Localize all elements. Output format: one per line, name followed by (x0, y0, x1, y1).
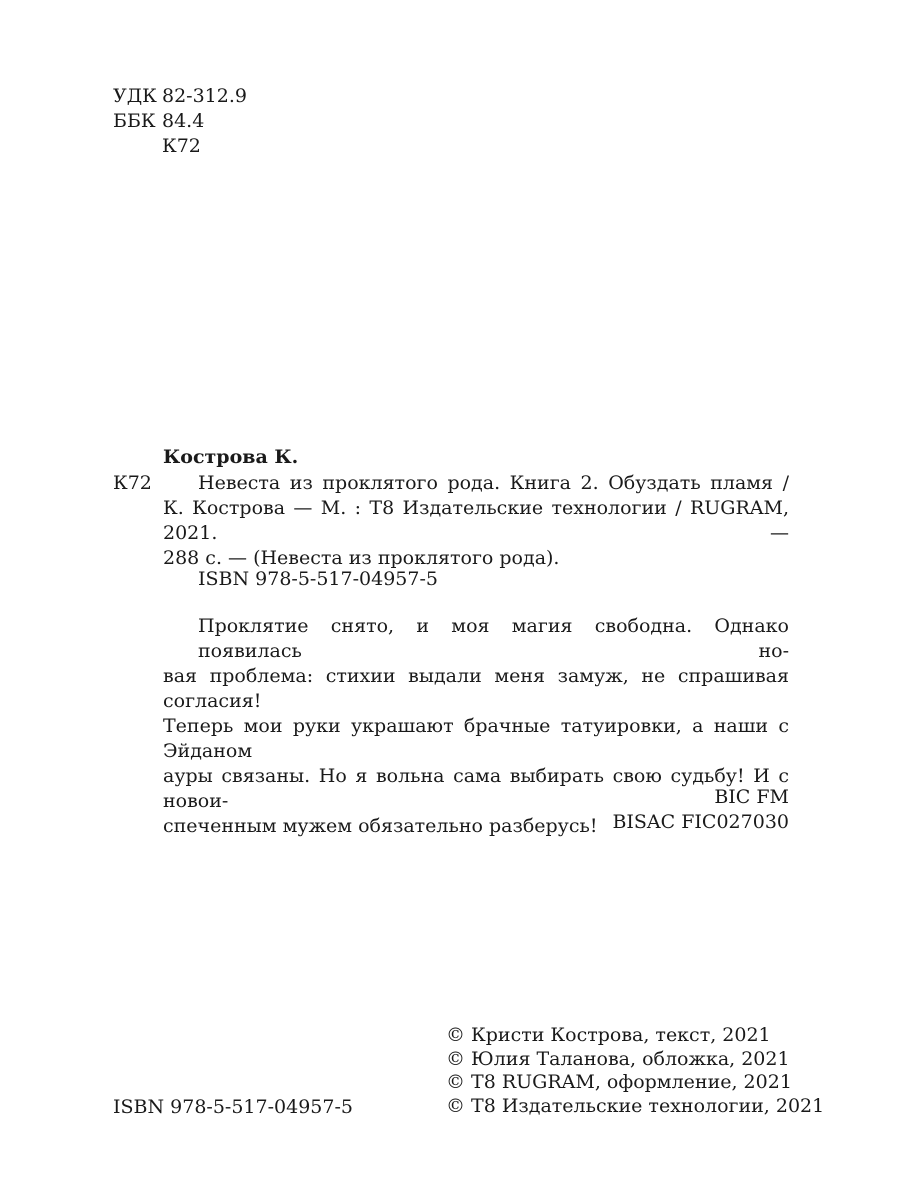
classification-codes (113, 84, 247, 159)
bbk-row (113, 109, 247, 134)
bic-code: BIC FM (714, 786, 789, 808)
biblio-line-1: Невеста из проклятого рода. Книга 2. Обуздать пламя / (198, 472, 789, 494)
udk-label: УДК (113, 85, 157, 107)
udk-row (113, 84, 247, 109)
bisac-code: BISAC FIC027030 (612, 811, 789, 833)
copyright-block (446, 1024, 824, 1118)
author-mark-label (113, 134, 162, 159)
bbk-value: 84.4 (162, 110, 205, 132)
copyright-design: © Т8 RUGRAM, оформление, 2021 (446, 1071, 792, 1093)
isbn-bottom: ISBN 978-5-517-04957-5 (113, 1096, 353, 1118)
author-mark: К72 (113, 472, 152, 494)
copyright-cover: © Юлия Таланова, обложка, 2021 (446, 1047, 790, 1070)
isbn-main: ISBN 978-5-517-04957-5 (198, 568, 438, 590)
annotation-line-3: Теперь мои руки украшают брачные татуировки, а наши с Эйданом (163, 715, 789, 762)
author-mark-row (113, 134, 247, 159)
annotation-line-4: ауры связаны. Но я вольна сама выбирать свою судьбу! И с новои- (163, 765, 789, 812)
copyright-text: © Кристи Кострова, текст, 2021 (446, 1024, 771, 1046)
copyright-publisher: © Т8 Издательские технологии, 2021 (446, 1094, 825, 1117)
biblio-line-2: К. Кострова — М. : Т8 Издательские технологии / RUGRAM, 2021. — (163, 497, 789, 544)
annotation-line-1: Проклятие снято, и моя магия свободна. Однако появилась но- (198, 615, 789, 662)
annotation-line-2: вая проблема: стихии выдали меня замуж, не спрашивая согласия! (163, 665, 789, 712)
subject-codes (612, 785, 789, 835)
author-heading: Кострова К. (163, 446, 299, 468)
bibliographic-record (163, 471, 789, 571)
annotation-line-5: спеченным мужем обязательно разберусь! (163, 815, 598, 837)
bbk-label: ББК (113, 110, 156, 132)
udk-value: 82-312.9 (162, 85, 247, 107)
author-mark-value: К72 (162, 135, 201, 157)
biblio-line-3: 288 с. — (Невеста из проклятого рода). (163, 547, 560, 569)
